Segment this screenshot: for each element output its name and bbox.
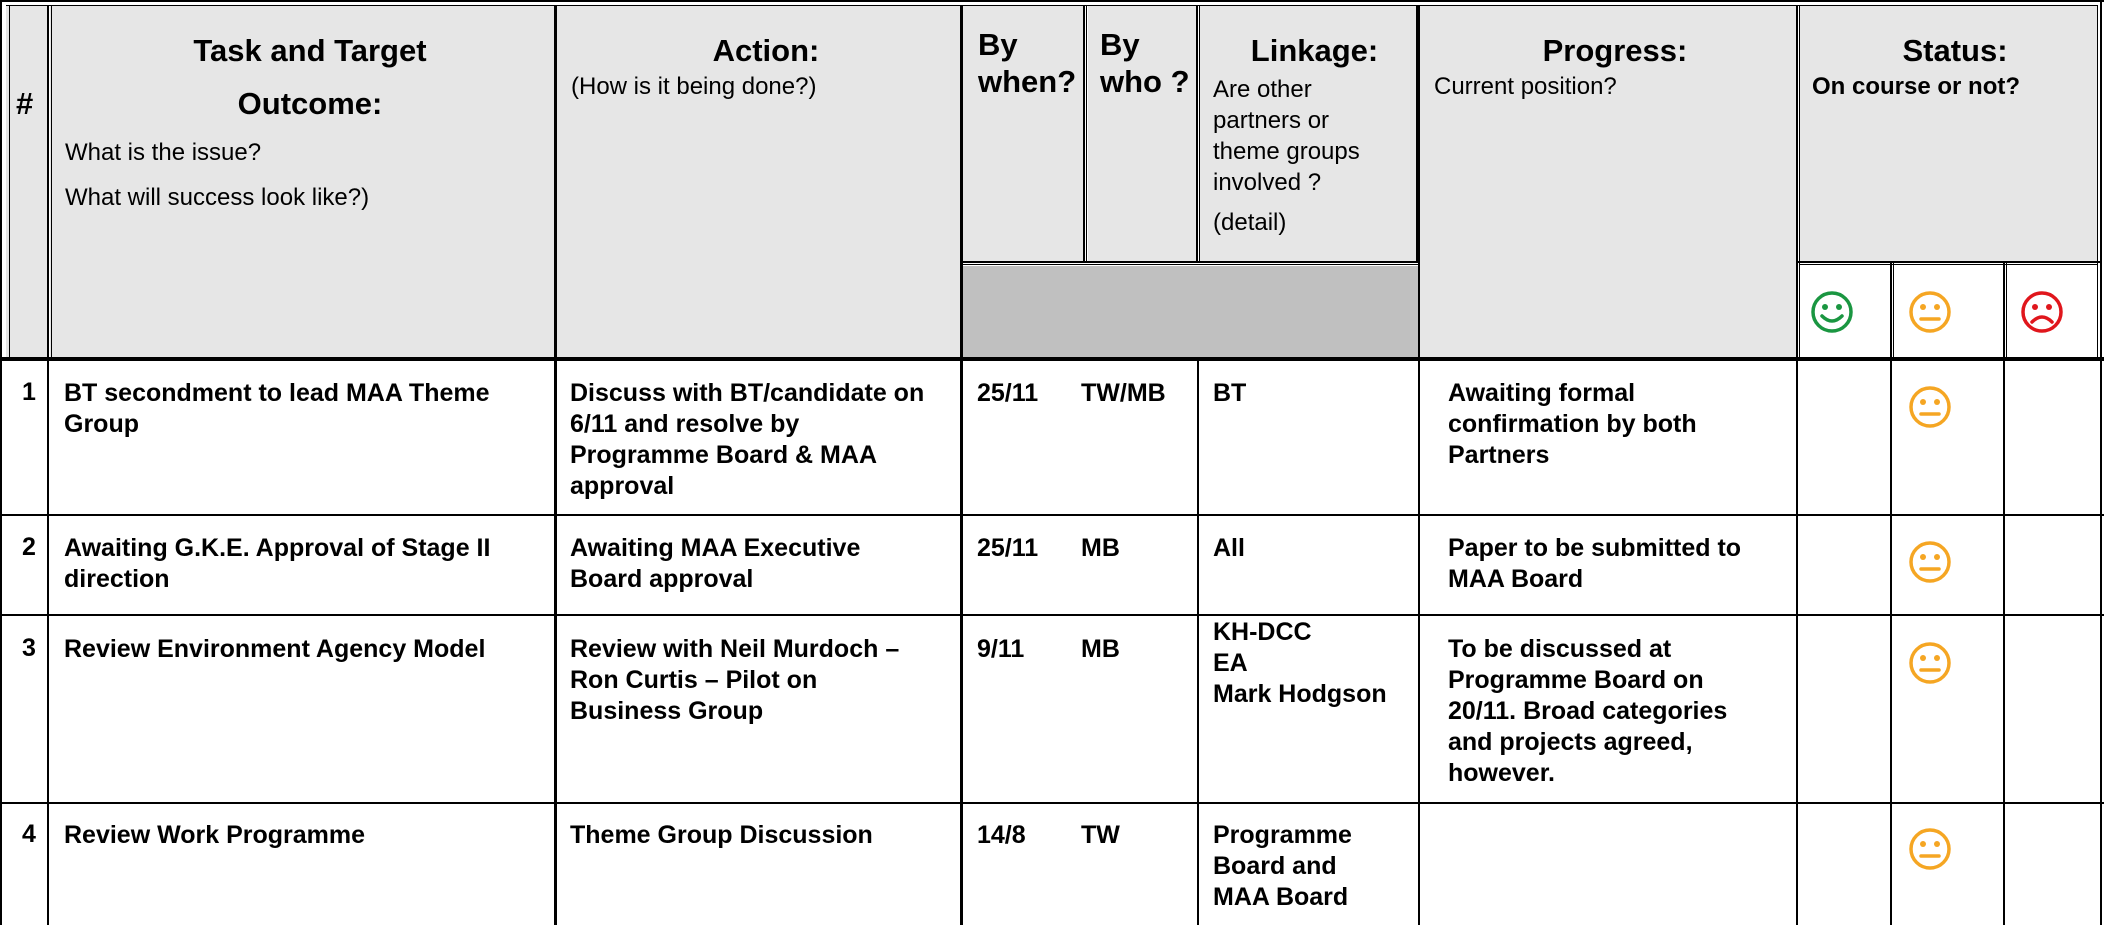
grid-line (0, 802, 2104, 804)
row1-neutral-face-icon (1908, 385, 1952, 429)
row3-when: 9/11 (977, 635, 1025, 663)
row1-who: TW/MB (1081, 379, 1166, 407)
header-num-cell (6, 6, 48, 358)
grid-line (554, 5, 557, 925)
sad-face-icon (2020, 290, 2064, 334)
row3-num: 3 (22, 634, 36, 662)
row1-num: 1 (22, 378, 36, 406)
row2-num: 2 (22, 533, 36, 561)
grid-line (1800, 264, 2098, 265)
header-bywhen-cell (963, 6, 1084, 261)
header-grey-band (963, 266, 1418, 358)
grid-line (47, 5, 49, 925)
row3-task: Review Environment Agency Model (64, 635, 486, 663)
header-bywhen-line1: By (978, 27, 1018, 62)
grid-line (1199, 5, 1200, 263)
smiley-face-icon (1810, 290, 1854, 334)
row2-task: Awaiting G.K.E. Approval of Stage II direction (64, 534, 491, 593)
header-progress-title: Progress: (1542, 33, 1688, 68)
header-task-cell (50, 6, 555, 358)
grid-line (0, 614, 2104, 616)
header-action-cell (557, 6, 961, 358)
row2-progress: Paper to be submitted to MAA Board (1448, 534, 1742, 593)
row1-action: Discuss with BT/candidate on 6/11 and resolve by Programme Board & MAA approval (570, 379, 925, 500)
grid-line (6, 5, 2098, 6)
row2-neutral-face-icon (1908, 540, 1952, 584)
grid-line (0, 514, 2104, 516)
grid-line (960, 5, 963, 925)
grid-line (960, 261, 1420, 263)
row3-neutral-face-icon (1908, 641, 1952, 685)
row3-who: MB (1081, 635, 1120, 663)
header-bywhen-line2: when? (978, 64, 1077, 99)
row2-linkage: All (1213, 534, 1245, 562)
grid-line (1893, 263, 1894, 359)
header-progress-sub: Current position? (1434, 73, 1617, 100)
grid-line (0, 0, 2104, 2)
row2-action: Awaiting MAA Executive Board approval (570, 534, 861, 593)
row2-when: 25/11 (977, 534, 1039, 562)
row3-progress: To be discussed at Programme Board on 20/11. Broad categories and projects agreed, however. (1448, 635, 1728, 787)
grid-line (1796, 5, 1798, 925)
header-linkage-sub4: involved ? (1213, 169, 1322, 196)
header-linkage-title: Linkage: (1250, 33, 1379, 68)
grid-line (1796, 261, 2102, 263)
row1-linkage: BT (1213, 379, 1247, 407)
grid-line (51, 5, 52, 359)
header-task-title-line1: Task and Target (193, 33, 427, 68)
grid-line (0, 357, 2104, 361)
header-task-sub1: What is the issue? (65, 139, 262, 166)
header-linkage-sub1: Are other (1213, 76, 1312, 103)
row3-action: Review with Neil Murdoch – Ron Curtis – Pilot on Business Group (570, 635, 900, 725)
neutral-face-icon (1908, 290, 1952, 334)
header-linkage-sub5: (detail) (1213, 209, 1287, 236)
row4-num: 4 (22, 820, 36, 848)
header-linkage-cell (1200, 6, 1416, 261)
row1-progress: Awaiting formal confirmation by both Partners (1448, 379, 1697, 469)
header-status-sub: On course or not? (1812, 73, 2021, 100)
grid-line (2003, 263, 2005, 925)
header-action-title: Action: (712, 33, 820, 68)
grid-line (1197, 358, 1199, 925)
row4-who: TW (1081, 821, 1120, 849)
header-task-sub2: What will success look like?) (65, 184, 370, 211)
row4-task: Review Work Programme (64, 821, 366, 849)
header-action-sub: (How is it being done?) (571, 73, 817, 100)
row4-linkage: Programme Board and MAA Board (1213, 821, 1352, 911)
grid-line (2100, 0, 2102, 925)
row4-action: Theme Group Discussion (570, 821, 873, 849)
row4-neutral-face-icon (1908, 827, 1952, 871)
grid-line (9, 5, 10, 359)
row3-linkage: KH-DCC EA Mark Hodgson (1213, 618, 1387, 708)
header-progress-cell (1420, 6, 1796, 358)
grid-line (1083, 5, 1085, 263)
grid-line (1086, 5, 1087, 263)
row1-task: BT secondment to lead MAA Theme Group (64, 379, 490, 438)
header-bywho-line2: who ? (1100, 64, 1190, 99)
grid-line (1196, 5, 1198, 263)
grid-line (963, 264, 1418, 265)
row2-who: MB (1081, 534, 1120, 562)
header-status-title: Status: (1902, 33, 2008, 68)
row4-when: 14/8 (977, 821, 1026, 849)
grid-line (2097, 5, 2098, 359)
header-linkage-sub3: theme groups (1213, 138, 1360, 165)
header-status-cell (1800, 6, 2098, 261)
grid-line (1418, 5, 1420, 925)
header-task-title-line2: Outcome: (237, 86, 383, 121)
header-bywho-cell (1088, 6, 1196, 261)
row1-when: 25/11 (977, 379, 1039, 407)
header-linkage-sub2: partners or (1213, 107, 1330, 134)
grid-line (1890, 263, 1892, 925)
grid-line (0, 0, 2, 925)
header-bywho-line1: By (1100, 27, 1140, 62)
header-num-label: # (16, 86, 34, 121)
grid-line (1799, 5, 1800, 359)
grid-line (2006, 263, 2007, 359)
